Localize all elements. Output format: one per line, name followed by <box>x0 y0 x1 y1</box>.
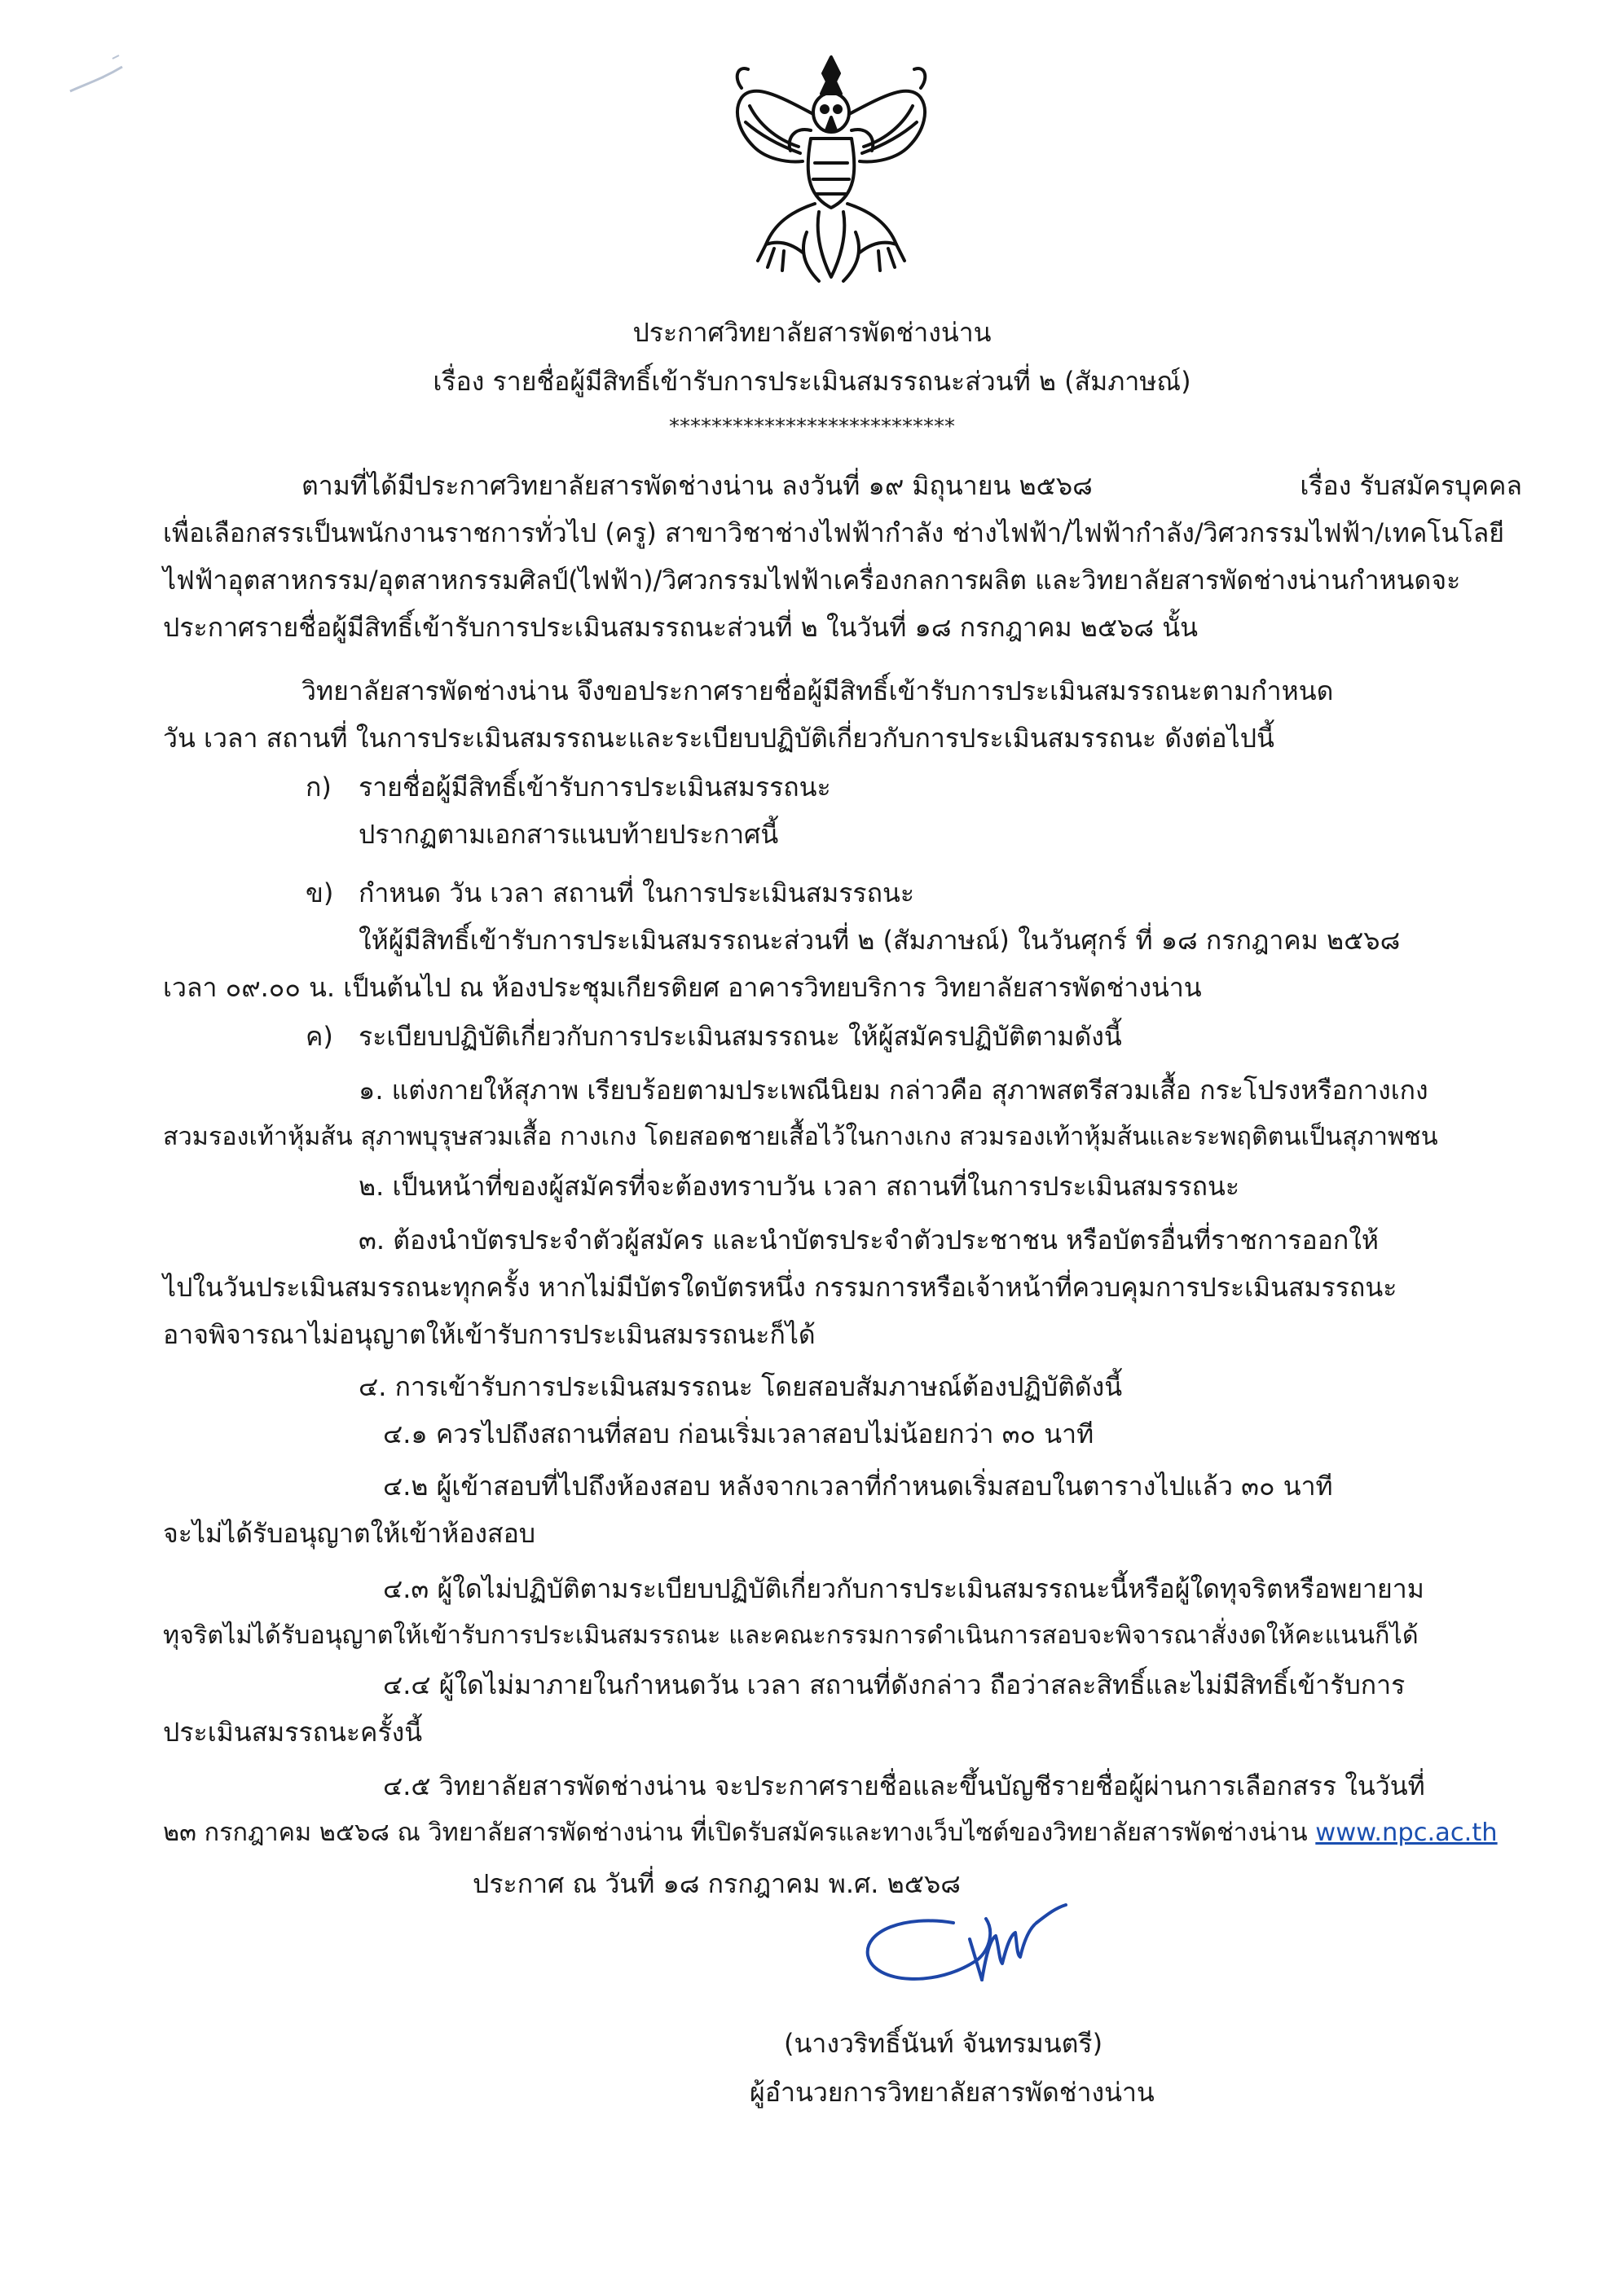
intro-line1-right: เรื่อง รับสมัครบุคคล <box>1300 470 1522 501</box>
rule-3-line3: อาจพิจารณาไม่อนุญาตให้เข้ารับการประเมินสมรรถนะก็ได้ <box>163 1319 816 1350</box>
rule-4: ๔. การเข้ารับการประเมินสมรรถนะ โดยสอบสัมภาษณ์ต้องปฏิบัติดังนี้ <box>359 1371 1123 1402</box>
rule-4-4-line2: ประเมินสมรรถนะครั้งนี้ <box>163 1717 423 1748</box>
rule-4-5-line2-text: ๒๓ กรกฎาคม ๒๕๖๘ ณ วิทยาลัยสารพัดช่างน่าน ที่เปิดรับสมัครและทางเว็บไซต์ของวิทยาลัยสารพัดช่างน่าน <box>163 1819 1308 1847</box>
section-b-body1: ให้ผู้มีสิทธิ์เข้ารับการประเมินสมรรถนะส่วนที่ ๒ (สัมภาษณ์) ในวันศุกร์ ที่ ๑๘ กรกฎาคม ๒๕๖๘ <box>359 925 1401 956</box>
announce-line2: วัน เวลา สถานที่ ในการประเมินสมรรถนะและระเบียบปฏิบัติเกี่ยวกับการประเมินสมรรถนะ ดังต่อไปนี้ <box>163 723 1274 754</box>
rule-1-line1: ๑. แต่งกายให้สุภาพ เรียบร้อยตามประเพณีนิยม กล่าวคือ สุภาพสตรีสวมเสื้อ กระโปรงหรือกางเกง <box>359 1075 1428 1106</box>
section-c-marker: ค) <box>306 1021 333 1052</box>
rule-3-line1: ๓. ต้องนำบัตรประจำตัวผู้สมัคร และนำบัตรประจำตัวประชาชน หรือบัตรอื่นที่ราชการออกให้ <box>359 1225 1380 1256</box>
garuda-emblem-icon <box>709 49 953 293</box>
signer-name: (นางวริทธิ์นันท์ จันทรมนตรี) <box>784 2028 1103 2059</box>
rule-3-line2: ไปในวันประเมินสมรรถนะทุกครั้ง หากไม่มีบัตรใดบัตรหนึ่ง กรรมการหรือเจ้าหน้าที่ควบคุมการประเมินสมรรถนะ <box>163 1272 1397 1303</box>
rule-4-4-line1: ๔.๔ ผู้ใดไม่มาภายในกำหนดวัน เวลา สถานที่ดังกล่าว ถือว่าสละสิทธิ์และไม่มีสิทธิ์เข้ารับการ <box>383 1669 1406 1700</box>
section-a-heading: รายชื่อผู้มีสิทธิ์เข้ารับการประเมินสมรรถนะ <box>359 772 831 803</box>
rule-4-3-line2: ทุจริตไม่ได้รับอนุญาตให้เข้ารับการประเมินสมรรถนะ และคณะกรรมการดำเนินการสอบจะพิจารณาสั่งงดให้คะแนนก็ได้ <box>163 1621 1419 1650</box>
rule-4-3-line1: ๔.๓ ผู้ใดไม่ปฏิบัติตามระเบียบปฏิบัติเกี่ยวกับการประเมินสมรรถนะนี้หรือผู้ใดทุจริตหรือพยายาม <box>383 1573 1424 1604</box>
signature-icon <box>847 1882 1092 2004</box>
rule-4-2-line2: จะไม่ได้รับอนุญาตให้เข้าห้องสอบ <box>163 1518 536 1549</box>
section-b-body2: เวลา ๐๙.๐๐ น. เป็นต้นไป ณ ห้องประชุมเกียรติยศ อาคารวิทยบริการ วิทยาลัยสารพัดช่างน่าน <box>163 972 1202 1003</box>
section-b-marker: ข) <box>306 877 334 908</box>
intro-line1-left: ตามที่ได้มีประกาศวิทยาลัยสารพัดช่างน่าน ลงวันที่ ๑๙ มิถุนายน ๒๕๖๘ <box>301 470 1093 501</box>
rule-1-line2: สวมรองเท้าหุ้มส้น สุภาพบุรุษสวมเสื้อ กางเกง โดยสอดชายเสื้อไว้ในกางเกง สวมรองเท้าหุ้มส้นและระพฤติตนเป็นสุภาพชน <box>163 1123 1438 1151</box>
header-separator: *************************** <box>669 415 955 439</box>
section-c-heading: ระเบียบปฏิบัติเกี่ยวกับการประเมินสมรรถนะ ให้ผู้สมัครปฏิบัติตามดังนี้ <box>359 1021 1122 1052</box>
signer-title: ผู้อำนวยการวิทยาลัยสารพัดช่างน่าน <box>750 2077 1155 2108</box>
intro-line3: ไฟฟ้าอุตสาหกรรม/อุตสาหกรรมศิลป์(ไฟฟ้า)/วิศวกรรมไฟฟ้าเครื่องกลการผลิต และวิทยาลัยสารพัดช่างน่านกำหนดจะ <box>163 565 1461 596</box>
rule-4-2-line1: ๔.๒ ผู้เข้าสอบที่ไปถึงห้องสอบ หลังจากเวลาที่กำหนดเริ่มสอบในตารางไปแล้ว ๓๐ นาที <box>383 1471 1333 1502</box>
intro-line2: เพื่อเลือกสรรเป็นพนักงานราชการทั่วไป (ครู) สาขาวิชาช่างไฟฟ้ากำลัง ช่างไฟฟ้า/ไฟฟ้ากำลัง/วิศวกรรมไฟฟ้า/เทคโนโลยี <box>163 517 1504 548</box>
announcement-subject: เรื่อง รายชื่อผู้มีสิทธิ์เข้ารับการประเมินสมรรถนะส่วนที่ ๒ (สัมภาษณ์) <box>433 366 1191 397</box>
section-b-heading: กำหนด วัน เวลา สถานที่ ในการประเมินสมรรถนะ <box>359 877 915 908</box>
website-link[interactable]: www.npc.ac.th <box>1315 1819 1498 1847</box>
section-a-body: ปรากฏตามเอกสารแนบท้ายประกาศนี้ <box>359 819 779 850</box>
announcement-date: ประกาศ ณ วันที่ ๑๘ กรกฎาคม พ.ศ. ๒๕๖๘ <box>473 1868 961 1899</box>
announcement-title: ประกาศวิทยาลัยสารพัดช่างน่าน <box>632 317 992 348</box>
rule-4-5-line2 <box>163 1815 1498 1851</box>
section-a-marker: ก) <box>306 772 332 803</box>
scan-mark-icon <box>64 49 137 98</box>
rule-4-1: ๔.๑ ควรไปถึงสถานที่สอบ ก่อนเริ่มเวลาสอบไม่น้อยกว่า ๓๐ นาที <box>383 1418 1094 1449</box>
intro-line4: ประกาศรายชื่อผู้มีสิทธิ์เข้ารับการประเมินสมรรถนะส่วนที่ ๒ ในวันที่ ๑๘ กรกฎาคม ๒๕๖๘ นั้น <box>163 612 1199 643</box>
announce-line1: วิทยาลัยสารพัดช่างน่าน จึงขอประกาศรายชื่อผู้มีสิทธิ์เข้ารับการประเมินสมรรถนะตามกำหนด <box>301 675 1334 706</box>
rule-2: ๒. เป็นหน้าที่ของผู้สมัครที่จะต้องทราบวัน เวลา สถานที่ในการประเมินสมรรถนะ <box>359 1171 1240 1202</box>
rule-4-5-line1: ๔.๕ วิทยาลัยสารพัดช่างน่าน จะประกาศรายชื่อและขึ้นบัญชีรายชื่อผู้ผ่านการเลือกสรร ในวันที่ <box>383 1770 1425 1801</box>
